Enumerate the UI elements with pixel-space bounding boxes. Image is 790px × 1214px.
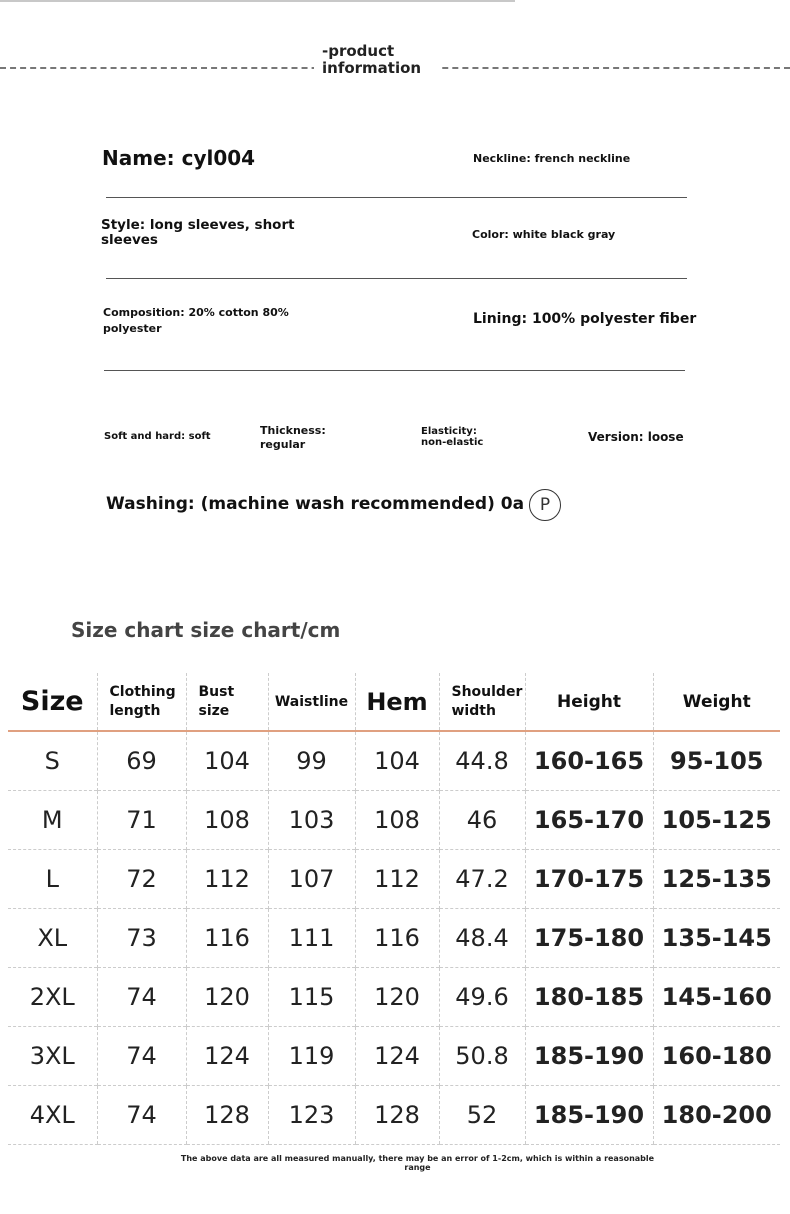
professional-cleaning-icon: P	[529, 489, 561, 521]
column-header: Waistline	[268, 673, 355, 731]
table-cell: 124	[355, 1027, 439, 1086]
table-cell: 103	[268, 791, 355, 850]
table-cell: 2XL	[8, 968, 97, 1027]
table-cell: 160-165	[525, 731, 653, 791]
table-cell: 125-135	[653, 850, 780, 909]
table-header-row	[8, 673, 780, 731]
table-cell: 47.2	[439, 850, 525, 909]
table-cell: 108	[355, 791, 439, 850]
top-divider	[0, 0, 515, 2]
table-cell: M	[8, 791, 97, 850]
column-header: Bust size	[186, 673, 268, 731]
table-cell: 116	[186, 909, 268, 968]
table-cell: 48.4	[439, 909, 525, 968]
table-cell: 180-185	[525, 968, 653, 1027]
table-cell: 112	[186, 850, 268, 909]
table-cell: 49.6	[439, 968, 525, 1027]
table-cell: 185-190	[525, 1086, 653, 1145]
column-header: Shoulder width	[439, 673, 525, 731]
table-cell: L	[8, 850, 97, 909]
table-row	[8, 1027, 780, 1086]
table-cell: 115	[268, 968, 355, 1027]
table-row	[8, 1086, 780, 1145]
table-cell: 73	[97, 909, 186, 968]
product-version: Version: loose	[588, 430, 684, 444]
product-color: Color: white black gray	[472, 228, 616, 241]
table-cell: 128	[186, 1086, 268, 1145]
table-cell: 71	[97, 791, 186, 850]
table-cell: 46	[439, 791, 525, 850]
column-header: Hem	[355, 673, 439, 731]
table-cell: 112	[355, 850, 439, 909]
table-cell: 74	[97, 1086, 186, 1145]
table-cell: 44.8	[439, 731, 525, 791]
table-cell: 120	[355, 968, 439, 1027]
product-composition: Composition: 20% cotton 80% polyester	[103, 306, 289, 335]
table-cell: 72	[97, 850, 186, 909]
column-header: Clothing length	[97, 673, 186, 731]
column-header: Height	[525, 673, 653, 731]
table-cell: 108	[186, 791, 268, 850]
size-chart-table	[8, 673, 780, 1145]
table-cell: 52	[439, 1086, 525, 1145]
table-cell: 124	[186, 1027, 268, 1086]
table-cell: 185-190	[525, 1027, 653, 1086]
table-cell: 175-180	[525, 909, 653, 968]
table-cell: 105-125	[653, 791, 780, 850]
table-cell: 119	[268, 1027, 355, 1086]
product-lining: Lining: 100% polyester fiber	[473, 311, 697, 327]
column-header: Weight	[653, 673, 780, 731]
table-cell: XL	[8, 909, 97, 968]
product-style: Style: long sleeves, short sleeves	[101, 217, 295, 248]
table-cell: 104	[355, 731, 439, 791]
column-header: Size	[8, 673, 97, 731]
table-row	[8, 968, 780, 1027]
table-cell: 69	[97, 731, 186, 791]
table-cell: 160-180	[653, 1027, 780, 1086]
table-row	[8, 791, 780, 850]
table-cell: 95-105	[653, 731, 780, 791]
table-row	[8, 909, 780, 968]
table-cell: 165-170	[525, 791, 653, 850]
table-cell: 111	[268, 909, 355, 968]
product-name: Name: cyl004	[102, 146, 256, 170]
product-softness: Soft and hard: soft	[104, 431, 211, 442]
table-cell: 180-200	[653, 1086, 780, 1145]
product-thickness: Thickness: regular	[260, 424, 326, 451]
table-cell: 135-145	[653, 909, 780, 968]
size-chart-title: Size chart size chart/cm	[71, 618, 341, 642]
product-elasticity: Elasticity: non-elastic	[421, 426, 484, 448]
product-neckline: Neckline: french neckline	[473, 152, 631, 165]
table-cell: 4XL	[8, 1086, 97, 1145]
table-cell: 50.8	[439, 1027, 525, 1086]
table-cell: S	[44, 747, 60, 775]
table-cell: 170-175	[525, 850, 653, 909]
table-cell: 99	[268, 731, 355, 791]
table-cell: 145-160	[653, 968, 780, 1027]
table-cell: 116	[355, 909, 439, 968]
table-row	[8, 731, 780, 791]
table-cell: 3XL	[8, 1027, 97, 1086]
table-cell: 74	[97, 968, 186, 1027]
table-cell: 104	[186, 731, 268, 791]
product-washing: Washing: (machine wash recommended) 0a	[106, 494, 525, 514]
section-title: -product information	[314, 43, 440, 77]
measurement-note: The above data are all measured manually, there may be an error of 1-2cm, which is within a reasonable range	[180, 1154, 655, 1172]
info-divider-2	[106, 278, 687, 279]
table-cell: 128	[355, 1086, 439, 1145]
table-cell: 107	[268, 850, 355, 909]
table-cell: 120	[186, 968, 268, 1027]
table-row	[8, 850, 780, 909]
info-divider-3	[104, 370, 685, 371]
table-cell: 123	[268, 1086, 355, 1145]
info-divider-1	[106, 197, 687, 198]
table-cell: 74	[97, 1027, 186, 1086]
